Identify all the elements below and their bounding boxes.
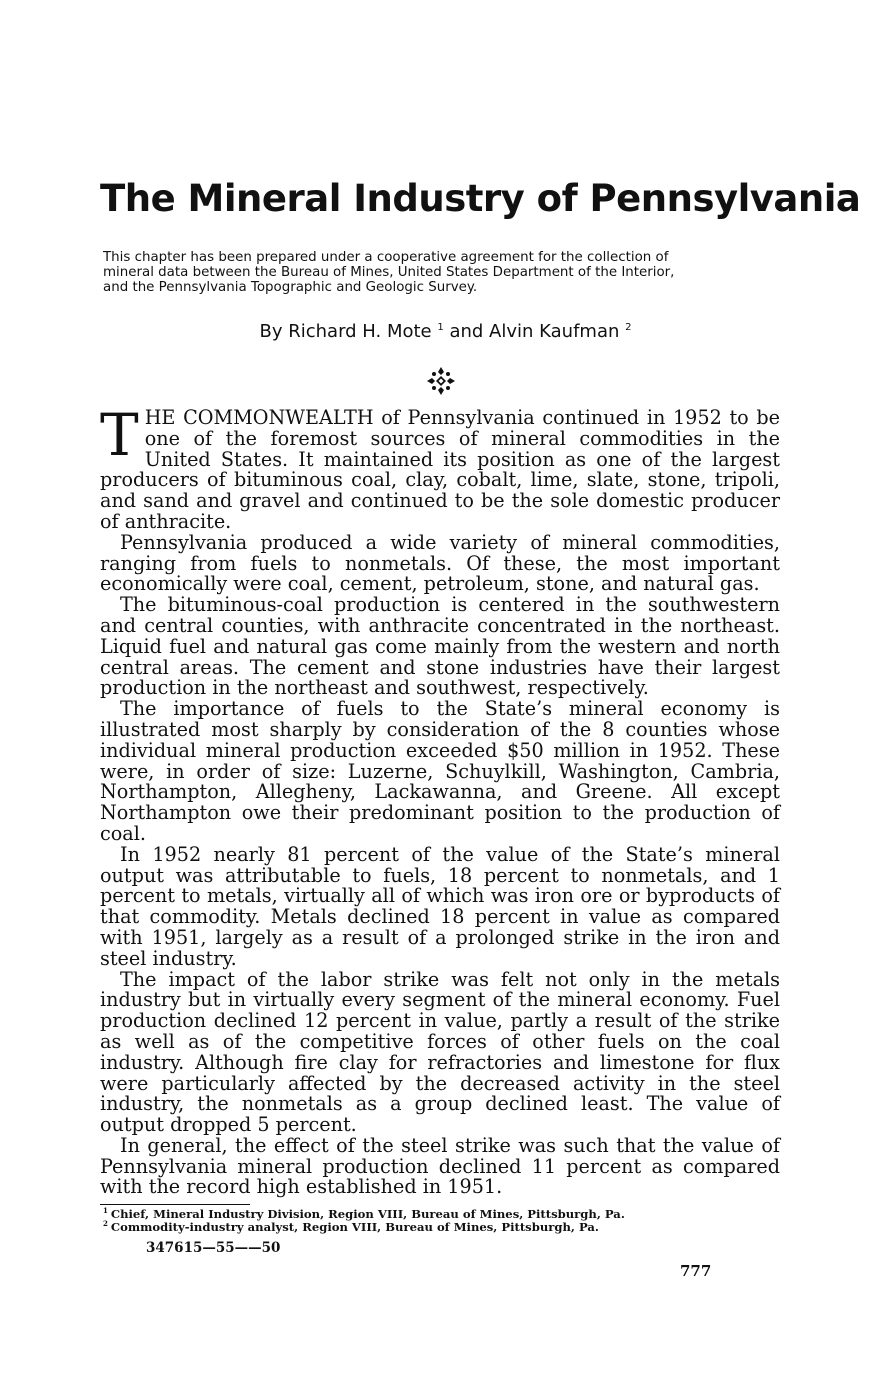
drop-cap: T bbox=[100, 401, 139, 469]
paragraph-7: In general, the effect of the steel strike was such that the value of Pennsylvania mineral production declined 11 percent as compared with the record high established in 1951. bbox=[100, 1133, 780, 1199]
footnote-ref-2: 2 bbox=[625, 322, 632, 333]
paragraph-6: The impact of the labor strike was felt not only in the metals industry but in virtually every segment of the mineral economy. Fuel production declined 12 percent in value, partly a result of the strike as well as of the competitive forces of other fuels on the coal industry. Although fire clay for refractories and limestone for flux were particularly affected by the decreased activity in the steel industry, the nonmetals as a group declined least. The value of output dropped 5 percent. bbox=[100, 967, 780, 1137]
print-code: 347615—55——50 bbox=[146, 1240, 281, 1256]
note-line: and the Pennsylvania Topographic and Geologic Survey. bbox=[103, 280, 478, 295]
diamond-flourish-icon bbox=[426, 366, 456, 396]
paragraph-1-text: HE COMMONWEALTH of Pennsylvania continued in 1952 to be one of the foremost sources of mineral commodities in the United States. It maintained its position as one of the largest producers of bituminous coal, clay, cobalt, lime, slate, stone, tripoli, and sand and gravel and continued to be the sole domestic producer of anthracite. bbox=[100, 406, 780, 533]
paragraph-2: Pennsylvania produced a wide variety of mineral commodities, ranging from fuels to nonmetals. Of these, the most important economically were coal, cement, petroleum, stone, and natural gas. bbox=[100, 530, 780, 596]
paragraph-3: The bituminous-coal production is centered in the southwestern and central counties, with anthracite concentrated in the northeast. Liquid fuel and natural gas come mainly from the western and north central areas. The cement and stone industries have their largest production in the northeast and southwest, respectively. bbox=[100, 593, 780, 700]
paragraph-1 bbox=[100, 401, 780, 533]
footnote-1-text: Chief, Mineral Industry Division, Region VIII, Bureau of Mines, Pittsburgh, Pa. bbox=[110, 1207, 625, 1221]
paragraph-5: In 1952 nearly 81 percent of the value of the State’s mineral output was attributable to fuels, 18 percent to nonmetals, and 1 percent to metals, virtually all of which was iron ore or byproducts of that commodity. Metals declined 18 percent in value as compared with 1951, largely as a result of a prolonged strike in the iron and steel industry. bbox=[100, 842, 780, 970]
paragraph-4: The importance of fuels to the State’s mineral economy is illustrated most sharply by consideration of the 8 counties whose individual mineral production exceeded $50 million in 1952. These were, in order of size: Luzerne, Schuylkill, Washington, Cambria, Northampton, Allegheny, Lackawanna, and Greene. All except Northampton owe their predominant position to the production of coal. bbox=[100, 697, 780, 845]
page-title: The Mineral Industry of Pennsylvania bbox=[100, 177, 861, 220]
page-number: 777 bbox=[680, 1262, 712, 1280]
footnotes bbox=[103, 1208, 703, 1234]
byline-author-1: By Richard H. Mote bbox=[259, 321, 432, 342]
article-body bbox=[100, 401, 780, 1199]
footnote-divider bbox=[100, 1204, 250, 1205]
byline-author-2: and Alvin Kaufman bbox=[443, 321, 620, 342]
footnote-2-text: Commodity-industry analyst, Region VIII, Bureau of Mines, Pittsburgh, Pa. bbox=[110, 1220, 599, 1234]
cooperative-agreement-note bbox=[103, 250, 793, 295]
author-byline bbox=[0, 320, 891, 344]
footnote-1-mark: 1 bbox=[103, 1206, 108, 1216]
footnote-2-mark: 2 bbox=[103, 1219, 108, 1229]
note-line: mineral data between the Bureau of Mines, United States Department of the Interior, bbox=[103, 265, 675, 280]
footnote-ref-1: 1 bbox=[437, 322, 444, 333]
footnote-2 bbox=[103, 1221, 703, 1234]
note-line: This chapter has been prepared under a cooperative agreement for the collection of bbox=[103, 250, 669, 265]
